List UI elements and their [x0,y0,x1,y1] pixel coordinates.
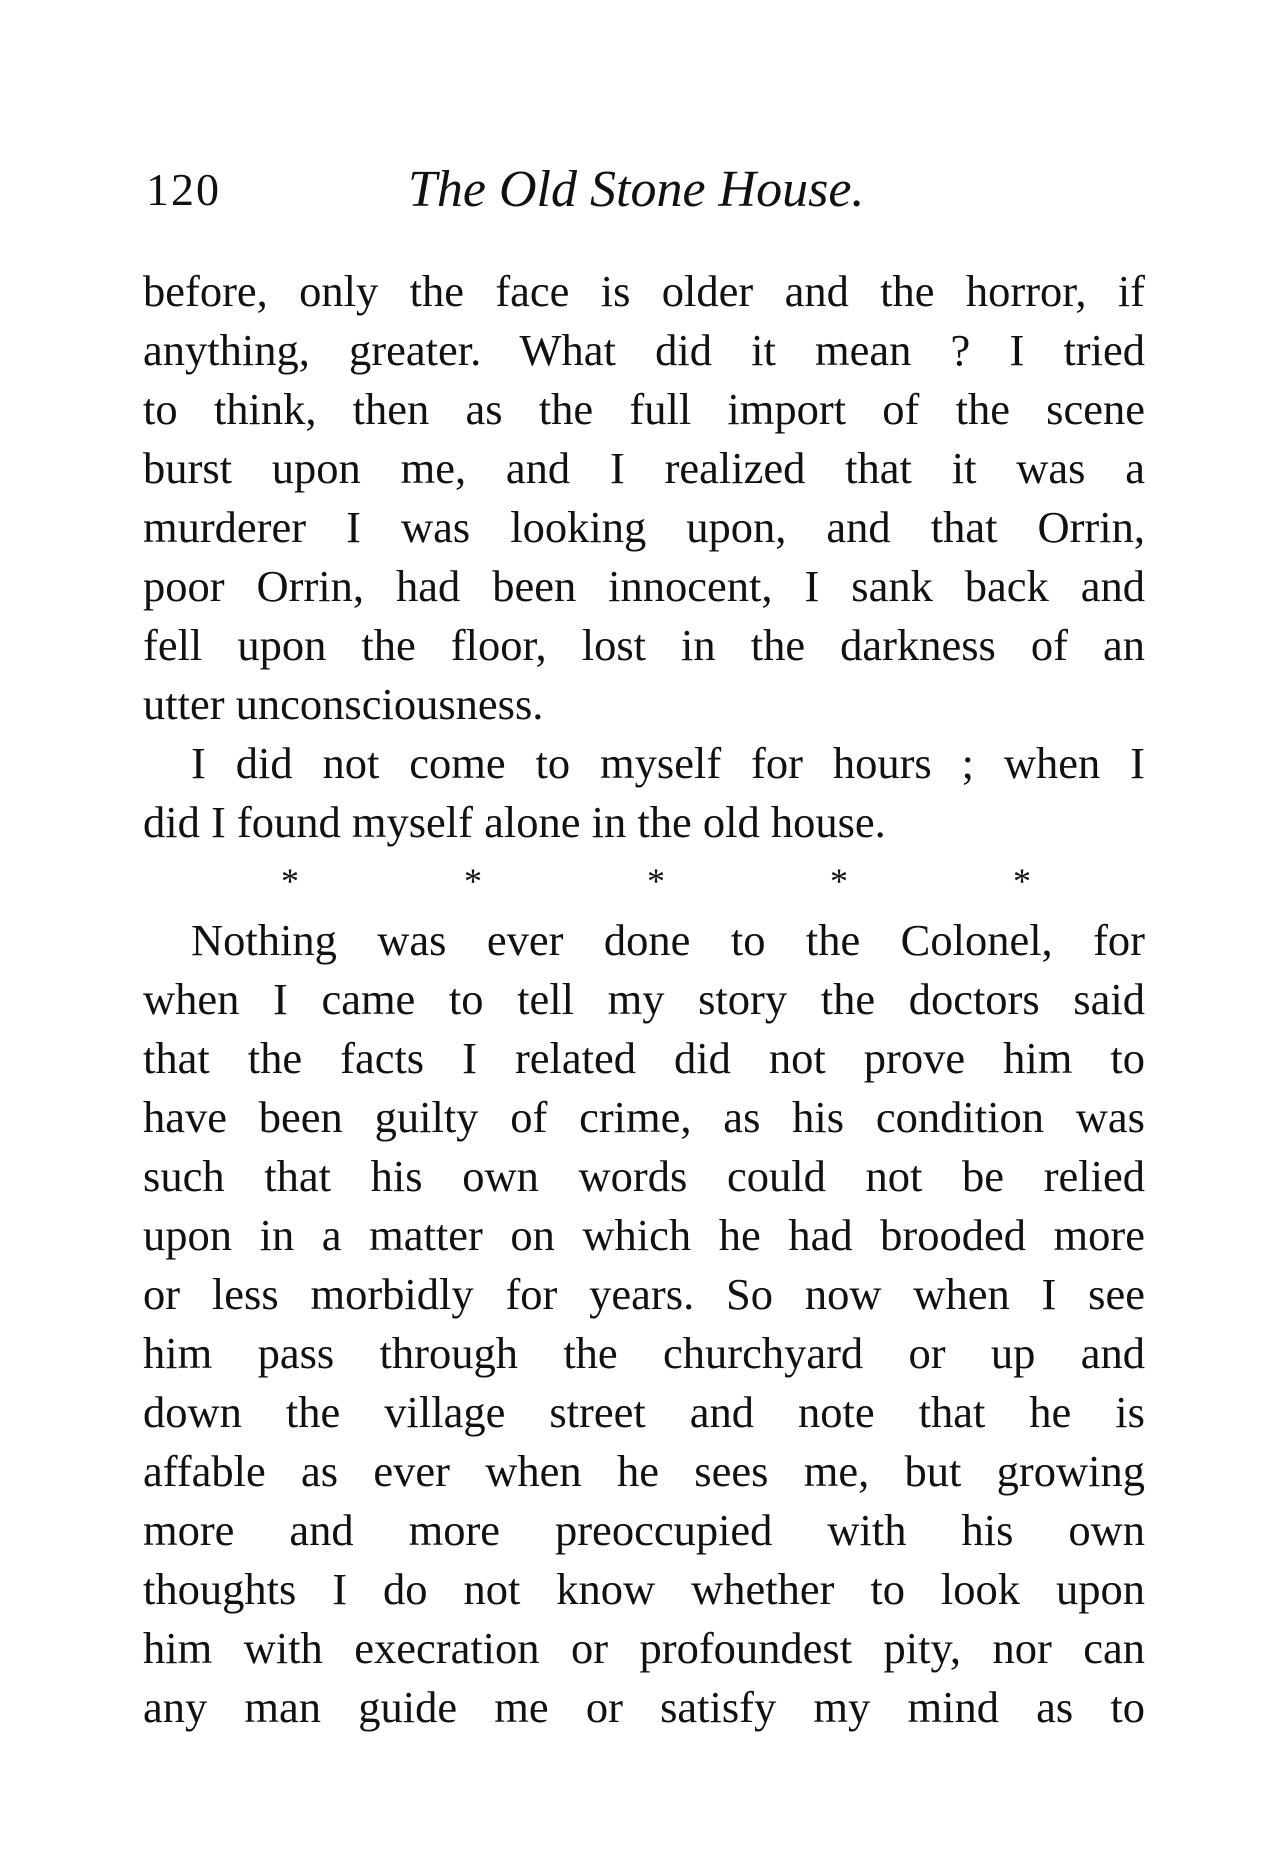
text-line: or less morbidly for years. So now when I see [143,1269,1145,1319]
running-title: The Old Stone House. [408,161,865,218]
text-line: down the village street and note that he is [143,1387,1145,1437]
text-line: utter unconsciousness. [143,679,544,729]
text-line: upon in a matter on which he had brooded more [143,1210,1145,1260]
text-line: him pass through the churchyard or up and [143,1328,1145,1378]
text-line: murderer I was looking upon, and that Orrin, [143,502,1145,552]
text-line: thoughts I do not know whether to look upon [143,1564,1145,1614]
text-line: before, only the face is older and the horror, if [143,266,1145,316]
text-line: did I found myself alone in the old house. [143,797,886,847]
text-line: burst upon me, and I realized that it was a [143,443,1145,493]
asterisk: * [464,861,482,901]
section-break [281,852,1031,911]
text-line: to think, then as the full import of the scene [143,384,1145,434]
text-line: anything, greater. What did it mean ? I tried [143,325,1145,375]
body-text [143,262,1145,1737]
page-header [146,160,1146,230]
paragraph-3 [143,911,1145,1737]
text-line: Nothing was ever done to the Colonel, for [191,915,1145,965]
text-line: fell upon the floor, lost in the darkness of an [143,620,1145,670]
asterisk: * [1013,861,1031,901]
text-line: I did not come to myself for hours ; when I [191,738,1145,788]
text-line: such that his own words could not be relied [143,1151,1145,1201]
text-line: that the facts I related did not prove him to [143,1033,1145,1083]
page-number: 120 [146,164,221,215]
text-line: more and more preoccupied with his own [143,1505,1145,1555]
paragraph-1 [143,262,1145,734]
text-line: poor Orrin, had been innocent, I sank back and [143,561,1145,611]
text-line: him with execration or profoundest pity, nor can [143,1623,1145,1673]
asterisk: * [830,861,848,901]
paragraph-2 [143,734,1145,852]
text-line: when I came to tell my story the doctors said [143,974,1145,1024]
asterisk: * [647,861,665,901]
text-line: have been guilty of crime, as his condition was [143,1092,1145,1142]
text-line: any man guide me or satisfy my mind as to [143,1682,1145,1732]
asterisk: * [281,861,299,901]
text-line: affable as ever when he sees me, but growing [143,1446,1145,1496]
